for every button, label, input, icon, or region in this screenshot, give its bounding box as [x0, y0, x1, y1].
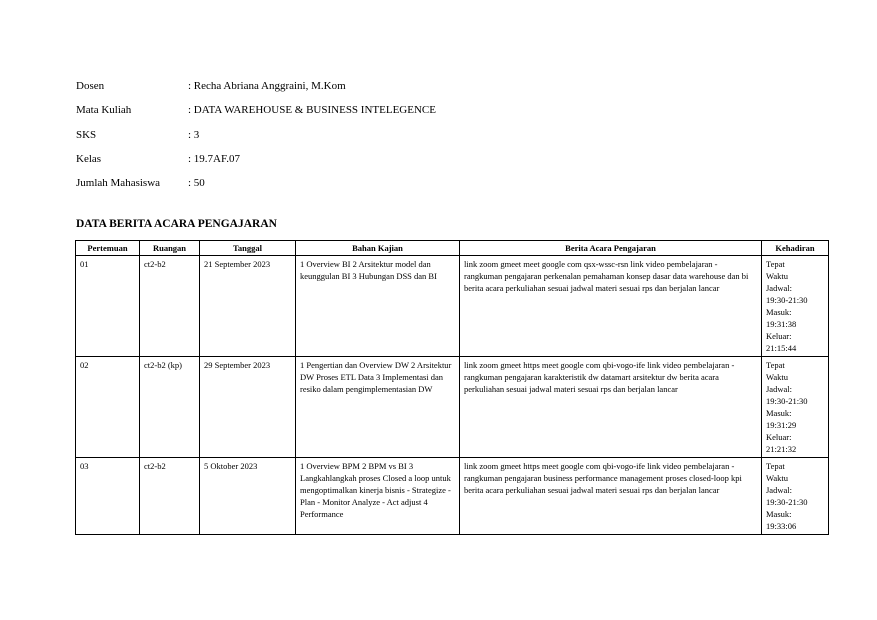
- info-row-sks: [76, 123, 436, 147]
- column-header: Tanggal: [200, 241, 296, 256]
- cell-ruangan: ct2-b2: [140, 458, 200, 535]
- kehadiran-line: Jadwal:: [766, 384, 792, 394]
- cell-bahan-kajian: 1 Overview BI 2 Arsitektur model dan keunggulan BI 3 Hubungan DSS dan BI: [296, 256, 460, 357]
- cell-ruangan: ct2-b2: [140, 256, 200, 357]
- column-header: Ruangan: [140, 241, 200, 256]
- kehadiran-line: Masuk:: [766, 509, 792, 519]
- cell-berita-acara: link zoom gmeet meet google com qsx-wssc-rsn link video pembelajaran - rangkuman pengajaran perkenalan pemahaman konsep dasar data warehouse dan bi berita acara perkuliahan sesuai jadwal materi sesuai rps dan berjalan lancar: [460, 256, 762, 357]
- table-row: [76, 256, 829, 357]
- info-row-dosen: [76, 74, 436, 98]
- column-header: Berita Acara Pengajaran: [460, 241, 762, 256]
- column-header: Kehadiran: [762, 241, 829, 256]
- kehadiran-line: 19:30-21:30: [766, 396, 808, 406]
- cell-berita-acara: link zoom gmeet https meet google com qbi-vogo-ife link video pembelajaran - rangkuman pengajaran karakteristik dw datamart arsitektur dw berita acara perkuliahan sesuai jadwal materi sesuai rps dan berjalan lancar: [460, 357, 762, 458]
- kehadiran-line: 19:30-21:30: [766, 497, 808, 507]
- kehadiran-line: Keluar:: [766, 432, 792, 442]
- info-row-kelas: [76, 147, 436, 171]
- info-value: : DATA WAREHOUSE & BUSINESS INTELEGENCE: [188, 104, 436, 117]
- cell-tanggal: 5 Oktober 2023: [200, 458, 296, 535]
- course-info: [76, 74, 436, 195]
- table-row: [76, 458, 829, 535]
- kehadiran-line: Masuk:: [766, 307, 792, 317]
- cell-bahan-kajian: 1 Overview BPM 2 BPM vs BI 3 Langkahlangkah proses Closed a loop untuk mengoptimalkan kinerja bisnis - Strategize - Plan - Monitor Analyze - Act adjust 4 Performance: [296, 458, 460, 535]
- cell-pertemuan: 02: [76, 357, 140, 458]
- cell-bahan-kajian: 1 Pengertian dan Overview DW 2 Arsitektur DW Proses ETL Data 3 Implementasi dan resiko dalam pengimplementasian DW: [296, 357, 460, 458]
- kehadiran-line: 21:21:32: [766, 444, 797, 454]
- info-row-mata-kuliah: [76, 98, 436, 122]
- table-header-row: [76, 241, 829, 256]
- kehadiran-line: Tepat: [766, 360, 785, 370]
- cell-pertemuan: 03: [76, 458, 140, 535]
- kehadiran-line: 21:15:44: [766, 343, 797, 353]
- cell-ruangan: ct2-b2 (kp): [140, 357, 200, 458]
- kehadiran-line: 19:33:06: [766, 521, 797, 531]
- column-header: Bahan Kajian: [296, 241, 460, 256]
- kehadiran-line: 19:30-21:30: [766, 295, 808, 305]
- info-label: Kelas: [76, 153, 102, 166]
- kehadiran-line: Tepat: [766, 259, 785, 269]
- kehadiran-line: 19:31:29: [766, 420, 797, 430]
- info-label: SKS: [76, 128, 97, 141]
- column-header: Pertemuan: [76, 241, 140, 256]
- table-row: [76, 357, 829, 458]
- cell-pertemuan: 01: [76, 256, 140, 357]
- cell-kehadiran: [762, 357, 829, 458]
- cell-berita-acara: link zoom gmeet https meet google com qbi-vogo-ife link video pembelajaran - rangkuman pengajaran business performance management proses closed-loop kpi berita acara perkuliahan sesuai jadwal materi sesuai rps dan berjalan lancar: [460, 458, 762, 535]
- info-label: Dosen: [76, 80, 105, 93]
- info-label: Mata Kuliah: [76, 104, 132, 117]
- info-row-jumlah-mahasiswa: [76, 171, 436, 195]
- cell-kehadiran: [762, 256, 829, 357]
- berita-acara-table: [75, 240, 829, 535]
- info-value: : 50: [188, 177, 205, 190]
- cell-tanggal: 21 September 2023: [200, 256, 296, 357]
- kehadiran-line: Waktu: [766, 372, 788, 382]
- info-value: : 3: [188, 128, 200, 141]
- info-value: : 19.7AF.07: [188, 153, 240, 166]
- kehadiran-line: 19:31:38: [766, 319, 797, 329]
- kehadiran-line: Waktu: [766, 473, 788, 483]
- kehadiran-line: Masuk:: [766, 408, 792, 418]
- info-value: : Recha Abriana Anggraini, M.Kom: [188, 80, 346, 93]
- cell-tanggal: 29 September 2023: [200, 357, 296, 458]
- kehadiran-line: Waktu: [766, 271, 788, 281]
- kehadiran-line: Jadwal:: [766, 283, 792, 293]
- info-label: Jumlah Mahasiswa: [76, 177, 161, 190]
- kehadiran-line: Keluar:: [766, 331, 792, 341]
- kehadiran-line: Jadwal:: [766, 485, 792, 495]
- section-title: DATA BERITA ACARA PENGAJARAN: [76, 218, 277, 230]
- cell-kehadiran: [762, 458, 829, 535]
- kehadiran-line: Tepat: [766, 461, 785, 471]
